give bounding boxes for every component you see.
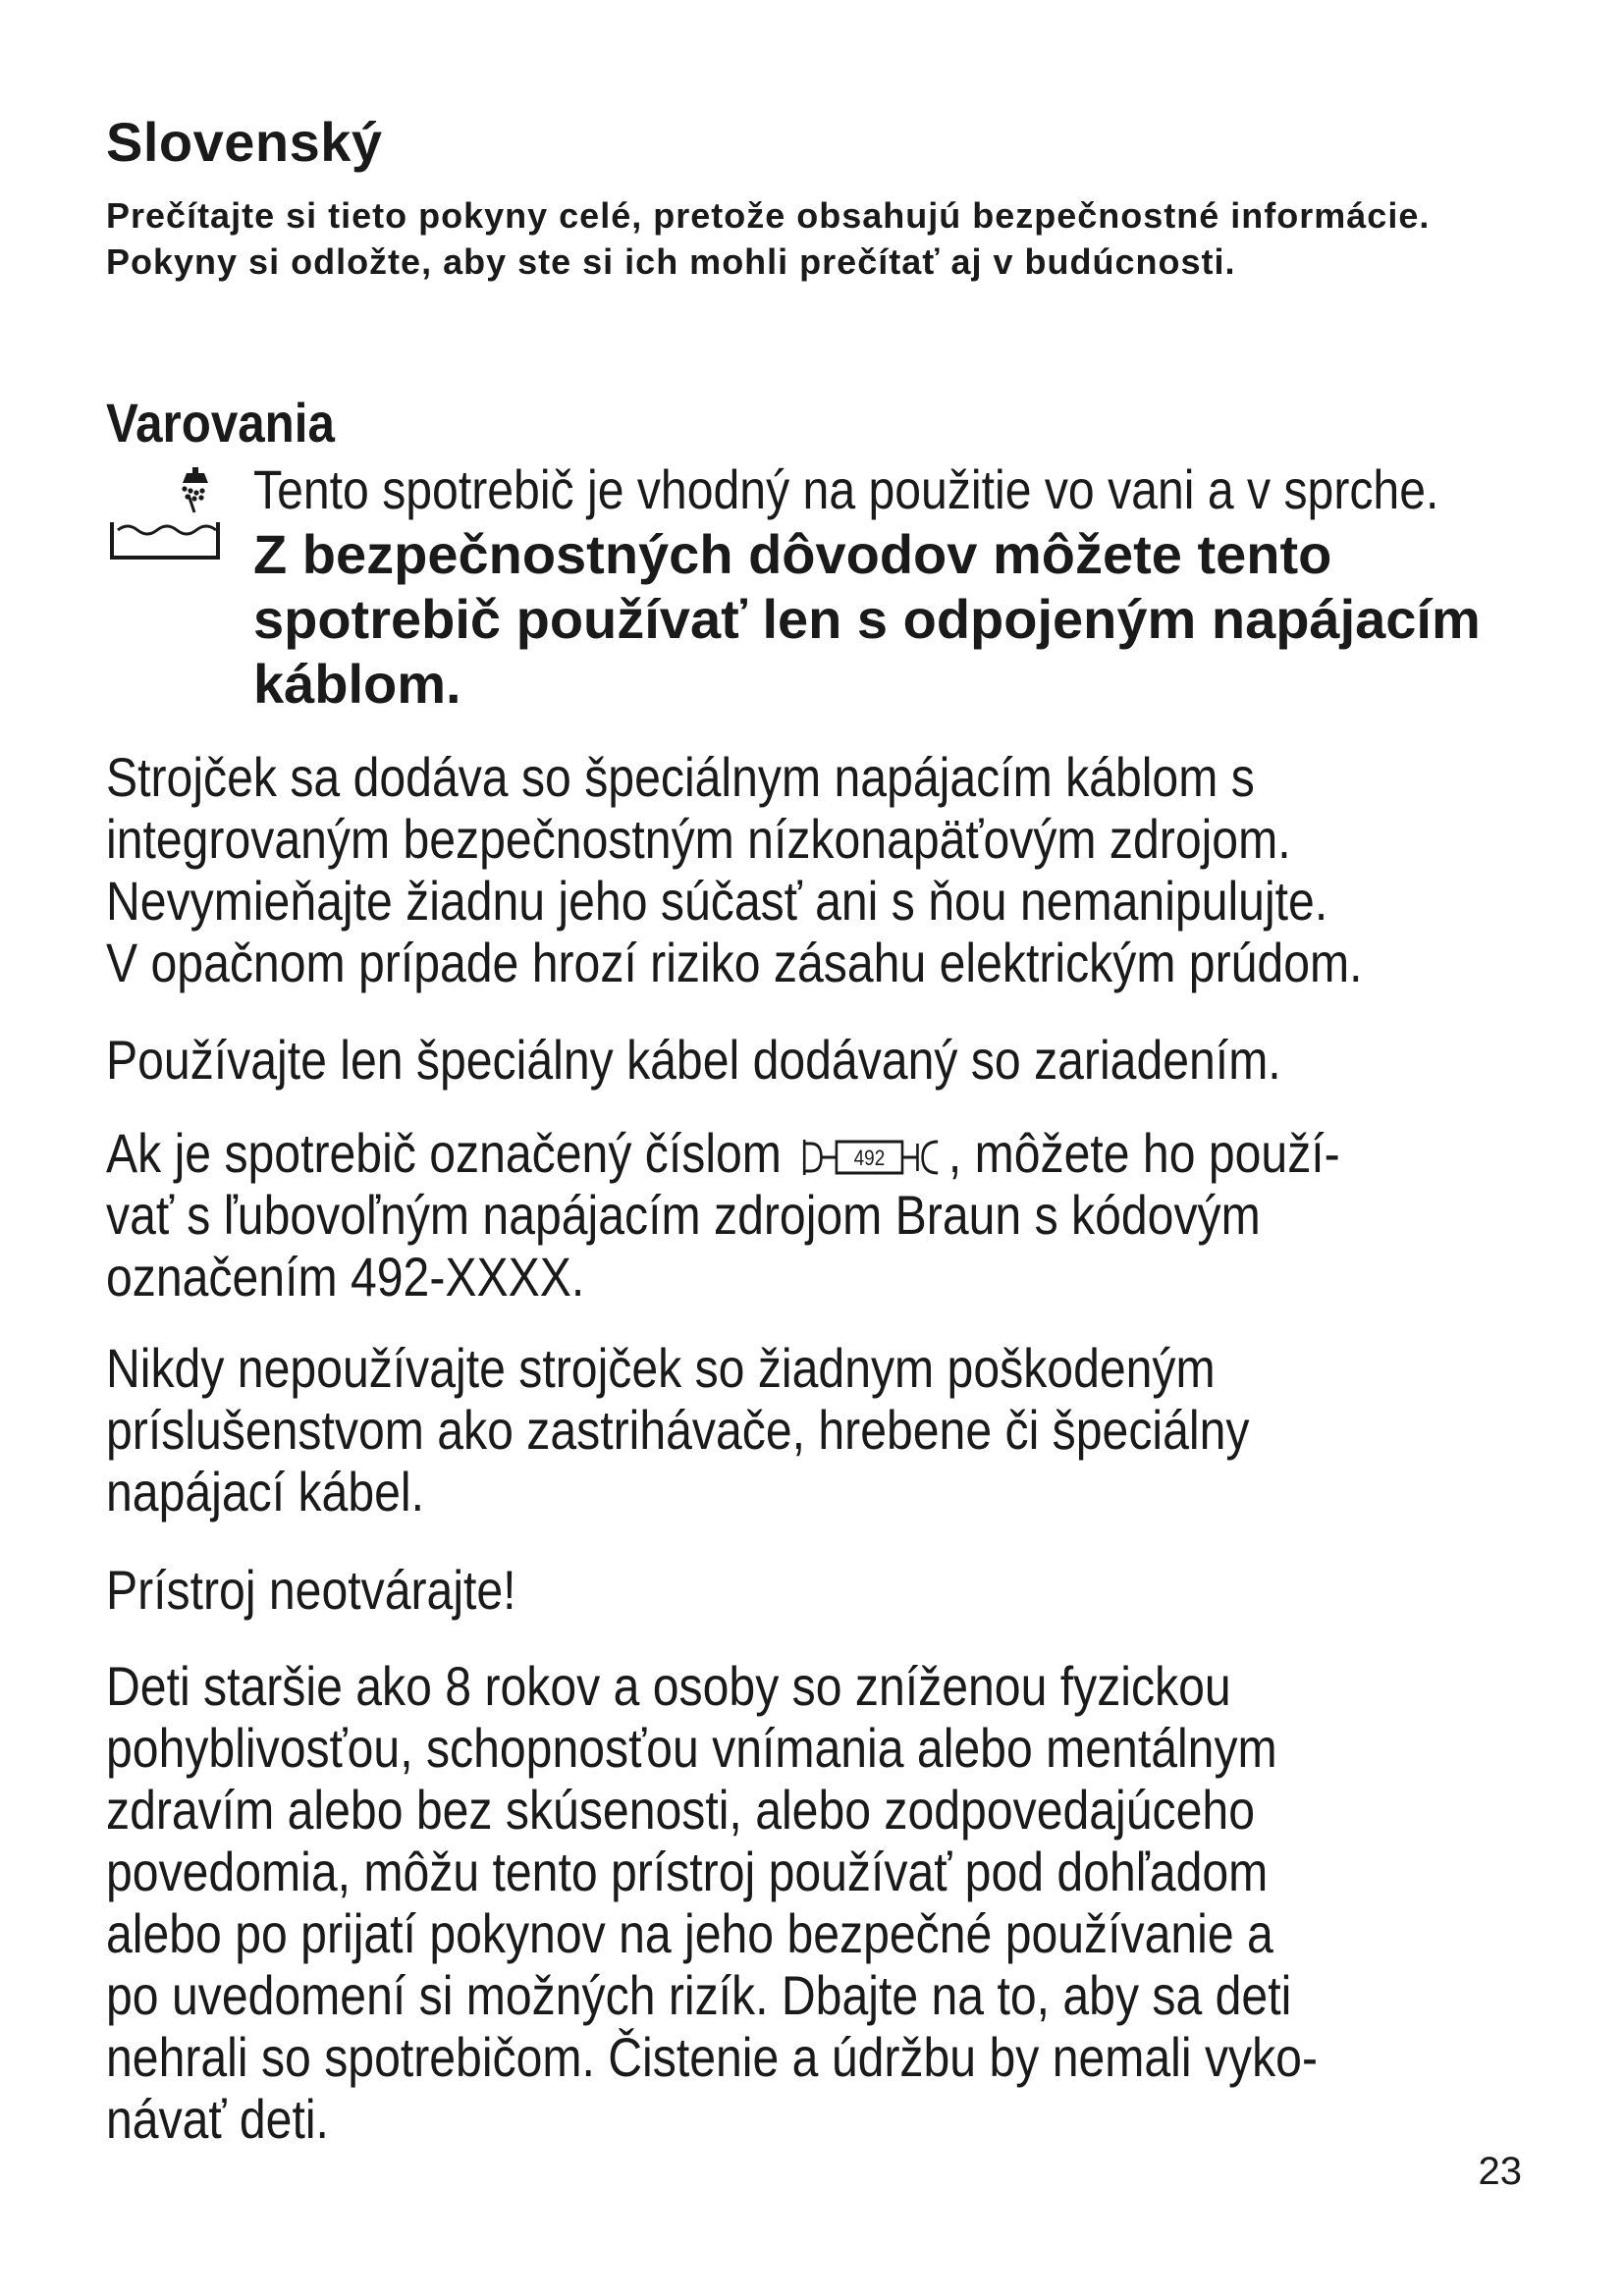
paragraph-cable: Strojček sa dodáva so špeciálnym napájacím káblom s integrovaným bezpečnostným nízkonapäťovým zdrojom. Nevymieňajte žiadnu jeho súčasť ani s ňou nemanipulujte. V opačnom prípade hrozí riziko zásahu elektrickým prúdom.: [106, 746, 1363, 993]
paragraph-accessories: Nikdy nepoužívajte strojček so žiadnym poškodeným príslušenstvom ako zastrihávače, hrebene či špeciálny napájací kábel.: [106, 1337, 1250, 1522]
language-heading: Slovenský: [106, 111, 383, 173]
paragraph-special-cable: Používajte len špeciálny kábel dodávaný so zariadením.: [106, 1029, 1281, 1091]
symbol-text-before: Ak je spotrebič označený číslom: [106, 1122, 782, 1184]
plug-symbol-icon: [799, 1134, 943, 1181]
page-number: 23: [1478, 2150, 1522, 2193]
symbol-text-after: , môžete ho použí-: [947, 1122, 1340, 1184]
paragraph-symbol: [106, 1122, 1474, 1308]
paragraph-do-not-open: Prístroj neotvárajte!: [106, 1559, 516, 1621]
symbol-text-rest: vať s ľubovoľným napájacím zdrojom Braun s kódovým označením 492-XXXX.: [106, 1184, 1261, 1308]
warning-plain-text: Tento spotrebič je vhodný na použitie vo vani a v sprche.: [253, 458, 1439, 520]
paragraph-children: Deti staršie ako 8 rokov a osoby so zníženou fyzickou pohyblivosťou, schopnosťou vnímania alebo mentálnym zdravím alebo bez skúsenosti, alebo zodpovedajúceho povedomia, môžu tento prístroj používať pod dohľadom alebo po prijatí pokynov na jeho bezpečné používanie a po uvedomení si možných rizík. Dbajte na to, aby sa deti nehrali so spotrebičom. Čistenie a údržbu by nemali vyko- návať deti.: [106, 1655, 1319, 2150]
warning-block: [253, 457, 1520, 717]
section-heading-warnings: Varovania: [106, 392, 335, 454]
plug-symbol-code: 492: [854, 1146, 886, 1171]
intro-text: Prečítajte si tieto pokyny celé, pretože obsahujú bezpečnostné informácie. Pokyny si odložte, aby ste si ich mohli prečítať aj v budúcnosti.: [106, 195, 1431, 282]
bath-shower-icon: [106, 467, 224, 565]
warning-bold-text: Z bezpečnostných dôvodov môžete tento spotrebič používať len s odpojeným napájacím káblom.: [253, 523, 1481, 715]
